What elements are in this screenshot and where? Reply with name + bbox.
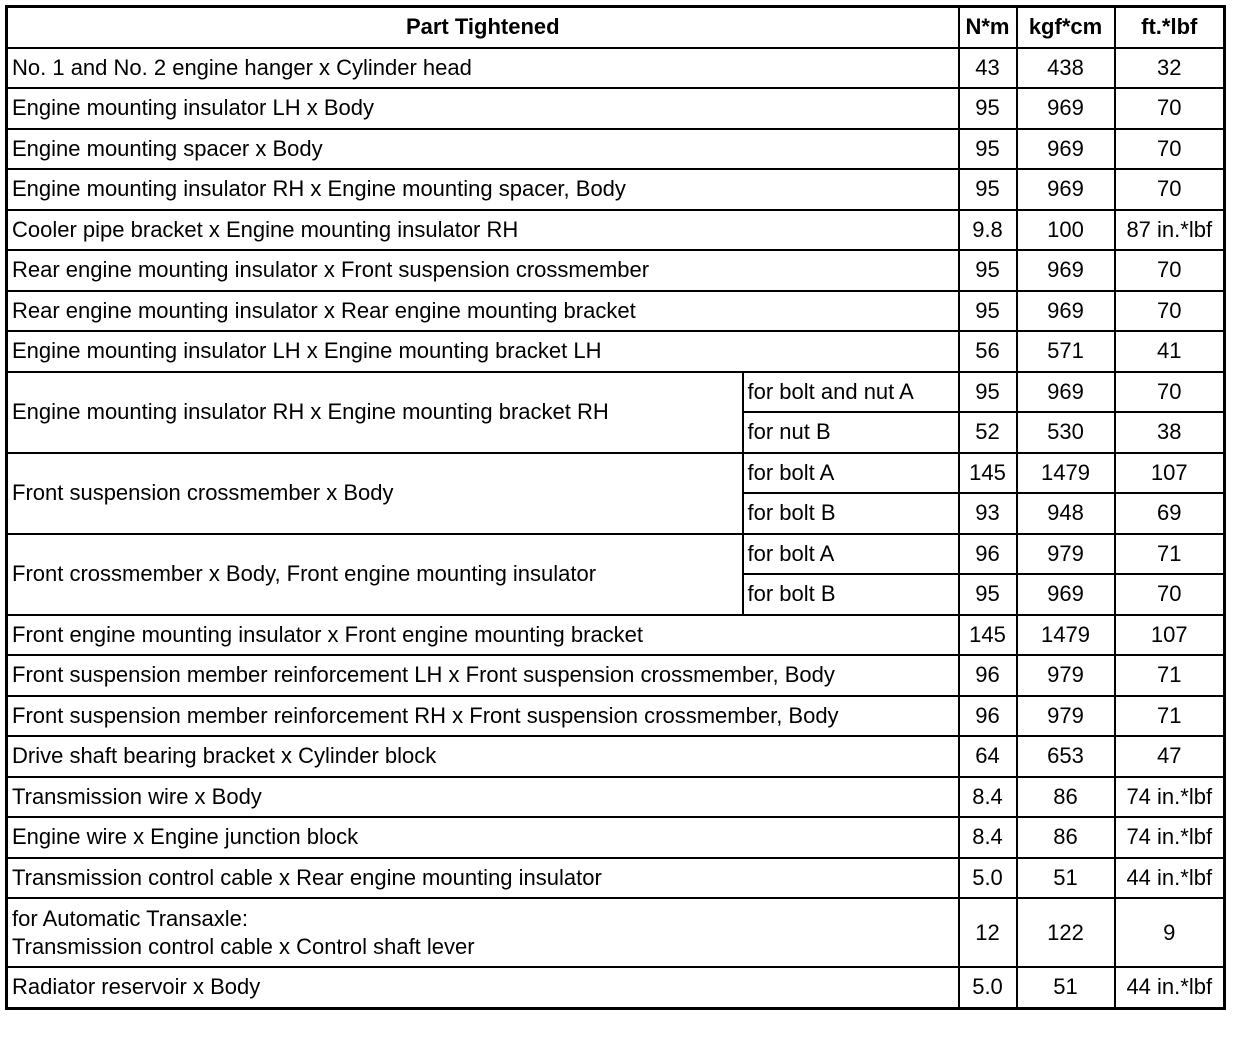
nm-cell: 93 (959, 493, 1017, 534)
kgfcm-cell: 571 (1017, 331, 1115, 372)
part-cell: Engine wire x Engine junction block (7, 817, 959, 858)
part-cell: Engine mounting insulator RH x Engine mounting bracket RH (7, 372, 743, 453)
ftlbf-cell: 107 (1115, 453, 1225, 494)
table-row (7, 534, 1225, 575)
ftlbf-cell: 70 (1115, 574, 1225, 615)
table-row (7, 696, 1225, 737)
nm-cell: 145 (959, 453, 1017, 494)
kgfcm-cell: 51 (1017, 967, 1115, 1008)
ftlbf-cell: 87 in.*lbf (1115, 210, 1225, 251)
ftlbf-cell: 38 (1115, 412, 1225, 453)
kgfcm-cell: 653 (1017, 736, 1115, 777)
part-line-1: for Automatic Transaxle: (12, 905, 248, 931)
nm-cell: 8.4 (959, 817, 1017, 858)
nm-cell: 95 (959, 88, 1017, 129)
kgfcm-cell: 969 (1017, 574, 1115, 615)
table-row (7, 898, 1225, 967)
table-row (7, 615, 1225, 656)
part-cell: Drive shaft bearing bracket x Cylinder block (7, 736, 959, 777)
kgfcm-cell: 530 (1017, 412, 1115, 453)
part-line-2: Transmission control cable x Control shaft lever (12, 933, 475, 959)
kgfcm-cell: 1479 (1017, 615, 1115, 656)
part-cell: Engine mounting insulator LH x Engine mounting bracket LH (7, 331, 959, 372)
header-ftlbf: ft.*lbf (1115, 7, 1225, 48)
torque-spec-table (5, 5, 1226, 1010)
ftlbf-cell: 70 (1115, 88, 1225, 129)
nm-cell: 95 (959, 372, 1017, 413)
part-cell: Engine mounting spacer x Body (7, 129, 959, 170)
kgfcm-cell: 51 (1017, 858, 1115, 899)
table-row (7, 48, 1225, 89)
part-cell (7, 898, 959, 967)
nm-cell: 95 (959, 250, 1017, 291)
ftlbf-cell: 71 (1115, 534, 1225, 575)
sub-cell: for bolt and nut A (743, 372, 959, 413)
nm-cell: 8.4 (959, 777, 1017, 818)
table-row (7, 210, 1225, 251)
kgfcm-cell: 969 (1017, 250, 1115, 291)
ftlbf-cell: 32 (1115, 48, 1225, 89)
kgfcm-cell: 969 (1017, 291, 1115, 332)
ftlbf-cell: 74 in.*lbf (1115, 817, 1225, 858)
part-cell: Engine mounting insulator RH x Engine mounting spacer, Body (7, 169, 959, 210)
part-cell: Transmission control cable x Rear engine mounting insulator (7, 858, 959, 899)
nm-cell: 12 (959, 898, 1017, 967)
header-nm: N*m (959, 7, 1017, 48)
nm-cell: 56 (959, 331, 1017, 372)
table-row (7, 967, 1225, 1008)
kgfcm-cell: 969 (1017, 129, 1115, 170)
nm-cell: 5.0 (959, 967, 1017, 1008)
nm-cell: 43 (959, 48, 1017, 89)
kgfcm-cell: 438 (1017, 48, 1115, 89)
part-cell: Transmission wire x Body (7, 777, 959, 818)
ftlbf-cell: 70 (1115, 129, 1225, 170)
nm-cell: 52 (959, 412, 1017, 453)
part-cell: Front engine mounting insulator x Front engine mounting bracket (7, 615, 959, 656)
nm-cell: 96 (959, 534, 1017, 575)
kgfcm-cell: 86 (1017, 777, 1115, 818)
part-cell: Cooler pipe bracket x Engine mounting insulator RH (7, 210, 959, 251)
ftlbf-cell: 70 (1115, 250, 1225, 291)
nm-cell: 9.8 (959, 210, 1017, 251)
part-cell: Front crossmember x Body, Front engine mounting insulator (7, 534, 743, 615)
nm-cell: 95 (959, 129, 1017, 170)
ftlbf-cell: 44 in.*lbf (1115, 967, 1225, 1008)
ftlbf-cell: 44 in.*lbf (1115, 858, 1225, 899)
ftlbf-cell: 70 (1115, 372, 1225, 413)
table-row (7, 291, 1225, 332)
table-row (7, 817, 1225, 858)
table-row (7, 129, 1225, 170)
nm-cell: 145 (959, 615, 1017, 656)
table-row (7, 736, 1225, 777)
ftlbf-cell: 71 (1115, 655, 1225, 696)
nm-cell: 96 (959, 655, 1017, 696)
nm-cell: 95 (959, 169, 1017, 210)
ftlbf-cell: 47 (1115, 736, 1225, 777)
nm-cell: 95 (959, 574, 1017, 615)
table-row (7, 169, 1225, 210)
table-row (7, 777, 1225, 818)
nm-cell: 96 (959, 696, 1017, 737)
sub-cell: for bolt B (743, 574, 959, 615)
ftlbf-cell: 70 (1115, 169, 1225, 210)
nm-cell: 95 (959, 291, 1017, 332)
nm-cell: 5.0 (959, 858, 1017, 899)
sub-cell: for bolt A (743, 534, 959, 575)
kgfcm-cell: 979 (1017, 534, 1115, 575)
ftlbf-cell: 69 (1115, 493, 1225, 534)
nm-cell: 64 (959, 736, 1017, 777)
table-row (7, 250, 1225, 291)
table-row (7, 88, 1225, 129)
ftlbf-cell: 71 (1115, 696, 1225, 737)
kgfcm-cell: 979 (1017, 696, 1115, 737)
ftlbf-cell: 41 (1115, 331, 1225, 372)
part-cell: Front suspension member reinforcement LH x Front suspension crossmember, Body (7, 655, 959, 696)
part-cell: No. 1 and No. 2 engine hanger x Cylinder head (7, 48, 959, 89)
kgfcm-cell: 979 (1017, 655, 1115, 696)
part-cell: Rear engine mounting insulator x Front suspension crossmember (7, 250, 959, 291)
sub-cell: for bolt A (743, 453, 959, 494)
table-row (7, 453, 1225, 494)
table-row (7, 331, 1225, 372)
header-part-tightened: Part Tightened (7, 7, 959, 48)
table-row (7, 372, 1225, 413)
kgfcm-cell: 1479 (1017, 453, 1115, 494)
kgfcm-cell: 122 (1017, 898, 1115, 967)
kgfcm-cell: 948 (1017, 493, 1115, 534)
part-cell: Front suspension crossmember x Body (7, 453, 743, 534)
header-row (7, 7, 1225, 48)
part-cell: Front suspension member reinforcement RH x Front suspension crossmember, Body (7, 696, 959, 737)
ftlbf-cell: 70 (1115, 291, 1225, 332)
ftlbf-cell: 9 (1115, 898, 1225, 967)
table-row (7, 858, 1225, 899)
ftlbf-cell: 74 in.*lbf (1115, 777, 1225, 818)
kgfcm-cell: 969 (1017, 88, 1115, 129)
header-kgfcm: kgf*cm (1017, 7, 1115, 48)
part-cell: Radiator reservoir x Body (7, 967, 959, 1008)
part-cell: Engine mounting insulator LH x Body (7, 88, 959, 129)
part-cell: Rear engine mounting insulator x Rear engine mounting bracket (7, 291, 959, 332)
kgfcm-cell: 969 (1017, 169, 1115, 210)
sub-cell: for bolt B (743, 493, 959, 534)
kgfcm-cell: 100 (1017, 210, 1115, 251)
table-row (7, 655, 1225, 696)
kgfcm-cell: 86 (1017, 817, 1115, 858)
sub-cell: for nut B (743, 412, 959, 453)
kgfcm-cell: 969 (1017, 372, 1115, 413)
ftlbf-cell: 107 (1115, 615, 1225, 656)
